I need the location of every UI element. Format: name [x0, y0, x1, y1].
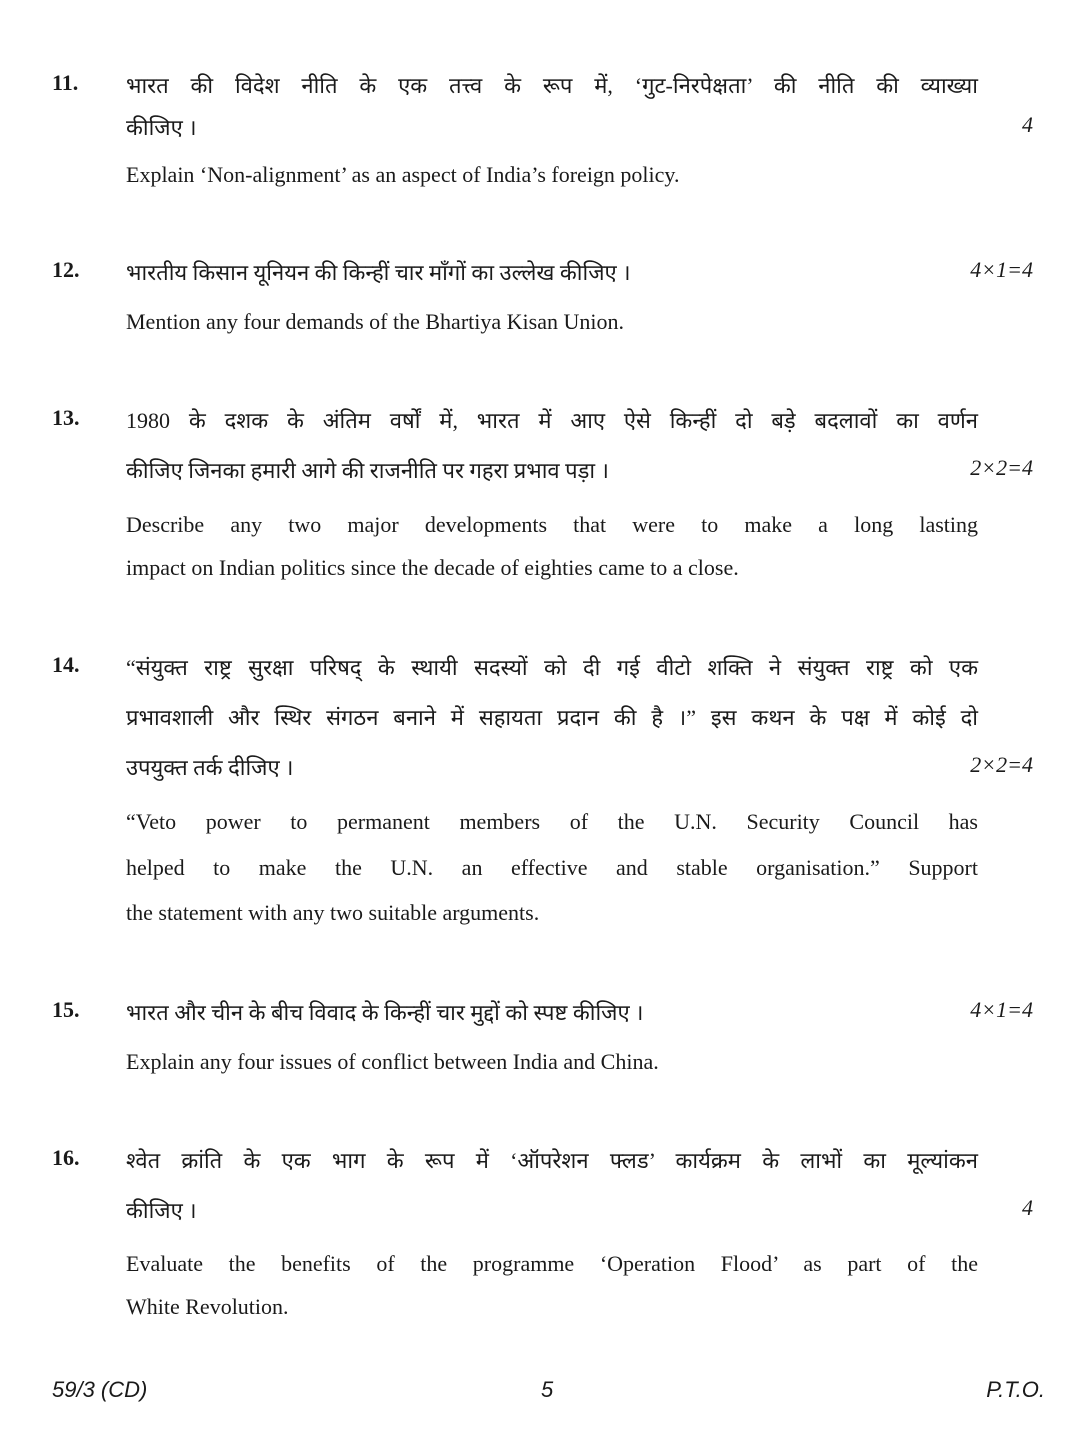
page-number: 5: [541, 1377, 554, 1402]
question-text-english: “Veto power to permanent members of the U.N. Security Council has: [126, 809, 978, 834]
question-number: 12.: [52, 257, 80, 282]
marks: 2×2=4: [970, 752, 1033, 777]
question-text-english: Explain any four issues of conflict between India and China.: [126, 1049, 659, 1074]
question-text-english: Explain ‘Non-alignment’ as an aspect of India’s foreign policy.: [126, 162, 680, 187]
question-number: 13.: [52, 405, 80, 430]
marks: 2×2=4: [970, 455, 1033, 480]
marks: 4: [1022, 1195, 1033, 1220]
marks: 4×1=4: [970, 257, 1033, 282]
question-text-hindi: भारत और चीन के बीच विवाद के किन्हीं चार मुद्दों को स्पष्ट कीजिए ।: [126, 1000, 644, 1025]
question-text-english: the statement with any two suitable arguments.: [126, 900, 540, 925]
question-text-hindi: “संयुक्त राष्ट्र सुरक्षा परिषद् के स्थायी सदस्यों को दी गई वीटो शक्ति ने संयुक्त राष्ट्र को एक: [126, 655, 978, 680]
question-text-hindi: 1980 के दशक के अंतिम वर्षों में, भारत में आए ऐसे किन्हीं दो बड़े बदलावों का वर्णन: [126, 408, 978, 433]
question-text-hindi: भारतीय किसान यूनियन की किन्हीं चार माँगों का उल्लेख कीजिए ।: [126, 260, 631, 285]
question-number: 15.: [52, 997, 80, 1022]
question-text-english: Evaluate the benefits of the programme ‘Operation Flood’ as part of the: [126, 1251, 978, 1276]
marks: 4: [1022, 112, 1033, 137]
marks: 4×1=4: [970, 997, 1033, 1022]
question-text-hindi: भारत की विदेश नीति के एक तत्त्व के रूप में, ‘गुट-निरपेक्षता’ की नीति की व्याख्या: [126, 73, 978, 98]
question-number: 11.: [52, 70, 79, 95]
question-text-english: White Revolution.: [126, 1294, 289, 1319]
question-text-hindi: प्रभावशाली और स्थिर संगठन बनाने में सहायता प्रदान की है ।” इस कथन के पक्ष में कोई दो: [126, 705, 978, 730]
question-number: 16.: [52, 1145, 80, 1170]
question-text-hindi: श्वेत क्रांति के एक भाग के रूप में ‘ऑपरेशन फ्लड’ कार्यक्रम के लाभों का मूल्यांकन: [126, 1148, 978, 1173]
question-text-english: impact on Indian politics since the decade of eighties came to a close.: [126, 555, 739, 580]
question-text-hindi: कीजिए ।: [126, 1198, 197, 1223]
question-text-english: Mention any four demands of the Bhartiya Kisan Union.: [126, 309, 624, 334]
question-text-english: Describe any two major developments that were to make a long lasting: [126, 512, 978, 537]
paper-code: 59/3 (CD): [52, 1377, 148, 1402]
question-text-english: helped to make the U.N. an effective and stable organisation.” Support: [126, 855, 978, 880]
question-number: 14.: [52, 652, 80, 677]
question-text-hindi: उपयुक्त तर्क दीजिए ।: [126, 755, 294, 780]
question-text-hindi: कीजिए ।: [126, 115, 197, 140]
pto-label: P.T.O.: [986, 1377, 1045, 1402]
question-text-hindi: कीजिए जिनका हमारी आगे की राजनीति पर गहरा प्रभाव पड़ा ।: [126, 458, 609, 483]
